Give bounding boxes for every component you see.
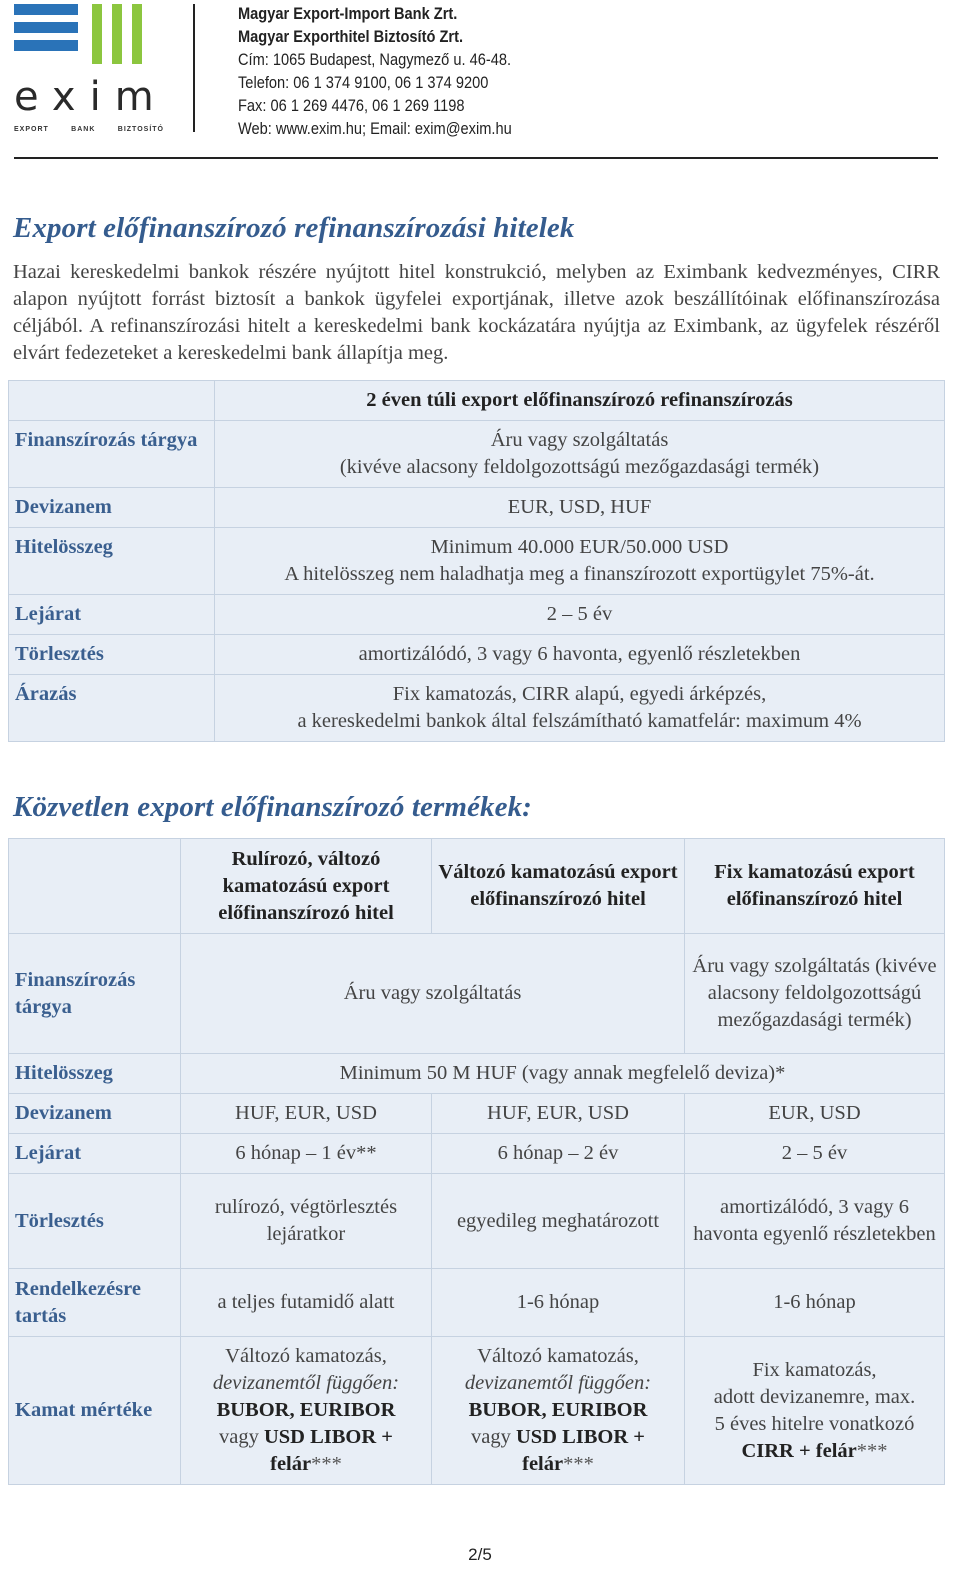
row-value bbox=[181, 1337, 432, 1485]
letterhead bbox=[0, 0, 960, 160]
row-value: EUR, USD bbox=[685, 1094, 945, 1134]
value-line: devizanemtől függően: bbox=[464, 1372, 652, 1394]
table-row bbox=[9, 1134, 945, 1174]
text-fragment: felár bbox=[270, 1453, 312, 1475]
row-value: EUR, USD, HUF bbox=[215, 488, 945, 528]
row-value: HUF, EUR, USD bbox=[432, 1094, 685, 1134]
row-label: Devizanem bbox=[9, 488, 215, 528]
exim-logo bbox=[14, 2, 168, 133]
table-row bbox=[9, 421, 945, 488]
value-line bbox=[438, 1451, 678, 1478]
row-value: amortizálódó, 3 vagy 6 havonta egyenlő részletekben bbox=[685, 1174, 945, 1269]
column-header: Változó kamatozású export előfinanszírozó hitel bbox=[432, 839, 685, 934]
column-header: Fix kamatozású export előfinanszírozó hitel bbox=[685, 839, 945, 934]
footnote-marker: *** bbox=[856, 1439, 888, 1462]
logo-subtitle bbox=[14, 126, 164, 133]
row-value: amortizálódó, 3 vagy 6 havonta, egyenlő részletekben bbox=[215, 635, 945, 675]
company-fax: Fax: 06 1 269 4476, 06 1 269 1198 bbox=[238, 96, 465, 115]
header-rule bbox=[14, 157, 938, 159]
table-row bbox=[9, 488, 945, 528]
row-label: Árazás bbox=[9, 675, 215, 742]
value-line: A hitelösszeg nem haladhatja meg a finanszírozott exportügylet 75%-át. bbox=[284, 563, 875, 585]
table-row bbox=[9, 1054, 945, 1094]
section1-intro: Hazai kereskedelmi bankok részére nyújtott hitel konstrukció, melyben az Eximbank kedvezményes, CIRR alapon nyújtott forrást biztosít a bankok ügyfelei exportjának, illetve azok beszállítóinak előfinanszírozása céljából. A refinanszírozási hitelt a kereskedelmi bank kockázatára nyújtja az Eximbank, az ügyfelek részéről elvárt fedezeteket a kereskedelmi bank állapítja meg. bbox=[13, 261, 940, 364]
table-row bbox=[9, 595, 945, 635]
page-number: 2/5 bbox=[468, 1545, 492, 1564]
refinancing-table bbox=[8, 380, 945, 742]
logo-sub-biztosito: BIZTOSÍTÓ bbox=[117, 126, 164, 133]
row-value: a teljes futamidő alatt bbox=[181, 1269, 432, 1337]
section2-title: Közvetlen export előfinanszírozó termékek: bbox=[13, 791, 532, 823]
text-fragment: felár bbox=[522, 1453, 564, 1475]
row-label: Törlesztés bbox=[9, 635, 215, 675]
row-value bbox=[215, 421, 945, 488]
value-line: Áru vagy szolgáltatás bbox=[490, 429, 669, 451]
row-value: 2 – 5 év bbox=[215, 595, 945, 635]
table-corner bbox=[9, 839, 181, 934]
text-fragment: USD LIBOR + bbox=[515, 1426, 645, 1448]
table-row bbox=[9, 934, 945, 1054]
section1-title: Export előfinanszírozó refinanszírozási hitelek bbox=[13, 212, 575, 244]
row-label: Lejárat bbox=[9, 595, 215, 635]
row-value: 1-6 hónap bbox=[432, 1269, 685, 1337]
row-value: 1-6 hónap bbox=[685, 1269, 945, 1337]
company-phone: Telefon: 06 1 374 9100, 06 1 374 9200 bbox=[238, 73, 489, 92]
row-value: Minimum 50 M HUF (vagy annak megfelelő deviza)* bbox=[181, 1054, 945, 1094]
row-label: Hitelösszeg bbox=[9, 1054, 181, 1094]
header-divider bbox=[193, 4, 195, 132]
value-line bbox=[691, 1438, 938, 1465]
table-corner bbox=[9, 381, 215, 421]
row-value: Áru vagy szolgáltatás bbox=[181, 934, 685, 1054]
row-value: egyedileg meghatározott bbox=[432, 1174, 685, 1269]
value-line: Változó kamatozás, bbox=[225, 1345, 387, 1367]
value-line: BUBOR, EURIBOR bbox=[216, 1399, 396, 1421]
row-value: HUF, EUR, USD bbox=[181, 1094, 432, 1134]
text-fragment: USD LIBOR + bbox=[263, 1426, 393, 1448]
row-label: Hitelösszeg bbox=[9, 528, 215, 595]
table-row bbox=[9, 1269, 945, 1337]
row-value: 6 hónap – 1 év** bbox=[181, 1134, 432, 1174]
logo-bars-icon bbox=[14, 2, 164, 72]
table-row bbox=[9, 675, 945, 742]
value-line: Fix kamatozás, CIRR alapú, egyedi árképzés, bbox=[392, 683, 767, 705]
table-row bbox=[9, 635, 945, 675]
row-value bbox=[215, 675, 945, 742]
row-label: Törlesztés bbox=[9, 1174, 181, 1269]
logo-wordmark: exim bbox=[14, 74, 168, 120]
company-name-2: Magyar Exporthitel Biztosító Zrt. bbox=[238, 27, 464, 46]
row-value: rulírozó, végtörlesztés lejáratkor bbox=[181, 1174, 432, 1269]
row-value bbox=[215, 528, 945, 595]
company-name-1: Magyar Export-Import Bank Zrt. bbox=[238, 4, 458, 23]
value-line: devizanemtől függően: bbox=[212, 1372, 400, 1394]
row-value: 6 hónap – 2 év bbox=[432, 1134, 685, 1174]
value-line: 5 éves hitelre vonatkozó bbox=[714, 1412, 915, 1435]
text-fragment: vagy bbox=[470, 1426, 511, 1448]
row-label: Rendelkezésre tartás bbox=[9, 1269, 181, 1337]
row-value bbox=[685, 1337, 945, 1485]
table-row bbox=[9, 1337, 945, 1485]
value-line: BUBOR, EURIBOR bbox=[468, 1399, 648, 1421]
company-contact bbox=[238, 2, 512, 140]
table-row bbox=[9, 1094, 945, 1134]
table-row bbox=[9, 528, 945, 595]
value-line bbox=[187, 1424, 425, 1451]
logo-sub-bank: BANK bbox=[71, 126, 96, 133]
text-fragment: CIRR + felár bbox=[741, 1439, 857, 1462]
row-label: Finanszírozás tárgya bbox=[9, 421, 215, 488]
row-label: Lejárat bbox=[9, 1134, 181, 1174]
value-line: Változó kamatozás, bbox=[477, 1345, 639, 1367]
logo-sub-export: EXPORT bbox=[14, 126, 49, 133]
company-web: Web: www.exim.hu; Email: exim@exim.hu bbox=[238, 119, 512, 138]
value-line bbox=[187, 1451, 425, 1478]
row-label: Kamat mértéke bbox=[9, 1337, 181, 1485]
row-value: Áru vagy szolgáltatás (kivéve alacsony feldolgozottságú mezőgazdasági termék) bbox=[685, 934, 945, 1054]
row-value: 2 – 5 év bbox=[685, 1134, 945, 1174]
value-line bbox=[438, 1424, 678, 1451]
row-label: Devizanem bbox=[9, 1094, 181, 1134]
footnote-marker: *** bbox=[563, 1453, 594, 1475]
value-line: (kivéve alacsony feldolgozottságú mezőgazdasági termék) bbox=[339, 456, 820, 478]
footnote-marker: *** bbox=[311, 1453, 342, 1475]
company-address: Cím: 1065 Budapest, Nagymező u. 46-48. bbox=[238, 50, 512, 69]
text-fragment: vagy bbox=[218, 1426, 259, 1448]
value-line: Fix kamatozás, bbox=[752, 1358, 877, 1381]
table-row bbox=[9, 1174, 945, 1269]
row-value bbox=[432, 1337, 685, 1485]
table-header: 2 éven túli export előfinanszírozó refinanszírozás bbox=[215, 381, 945, 421]
row-label: Finanszírozás tárgya bbox=[9, 934, 181, 1054]
value-line: adott devizanemre, max. bbox=[713, 1385, 916, 1408]
value-line: Minimum 40.000 EUR/50.000 USD bbox=[430, 536, 729, 558]
value-line: a kereskedelmi bankok által felszámítható kamatfelár: maximum 4% bbox=[297, 710, 862, 732]
products-table bbox=[8, 838, 945, 1485]
column-header: Rulírozó, változó kamatozású export előfinanszírozó hitel bbox=[181, 839, 432, 934]
